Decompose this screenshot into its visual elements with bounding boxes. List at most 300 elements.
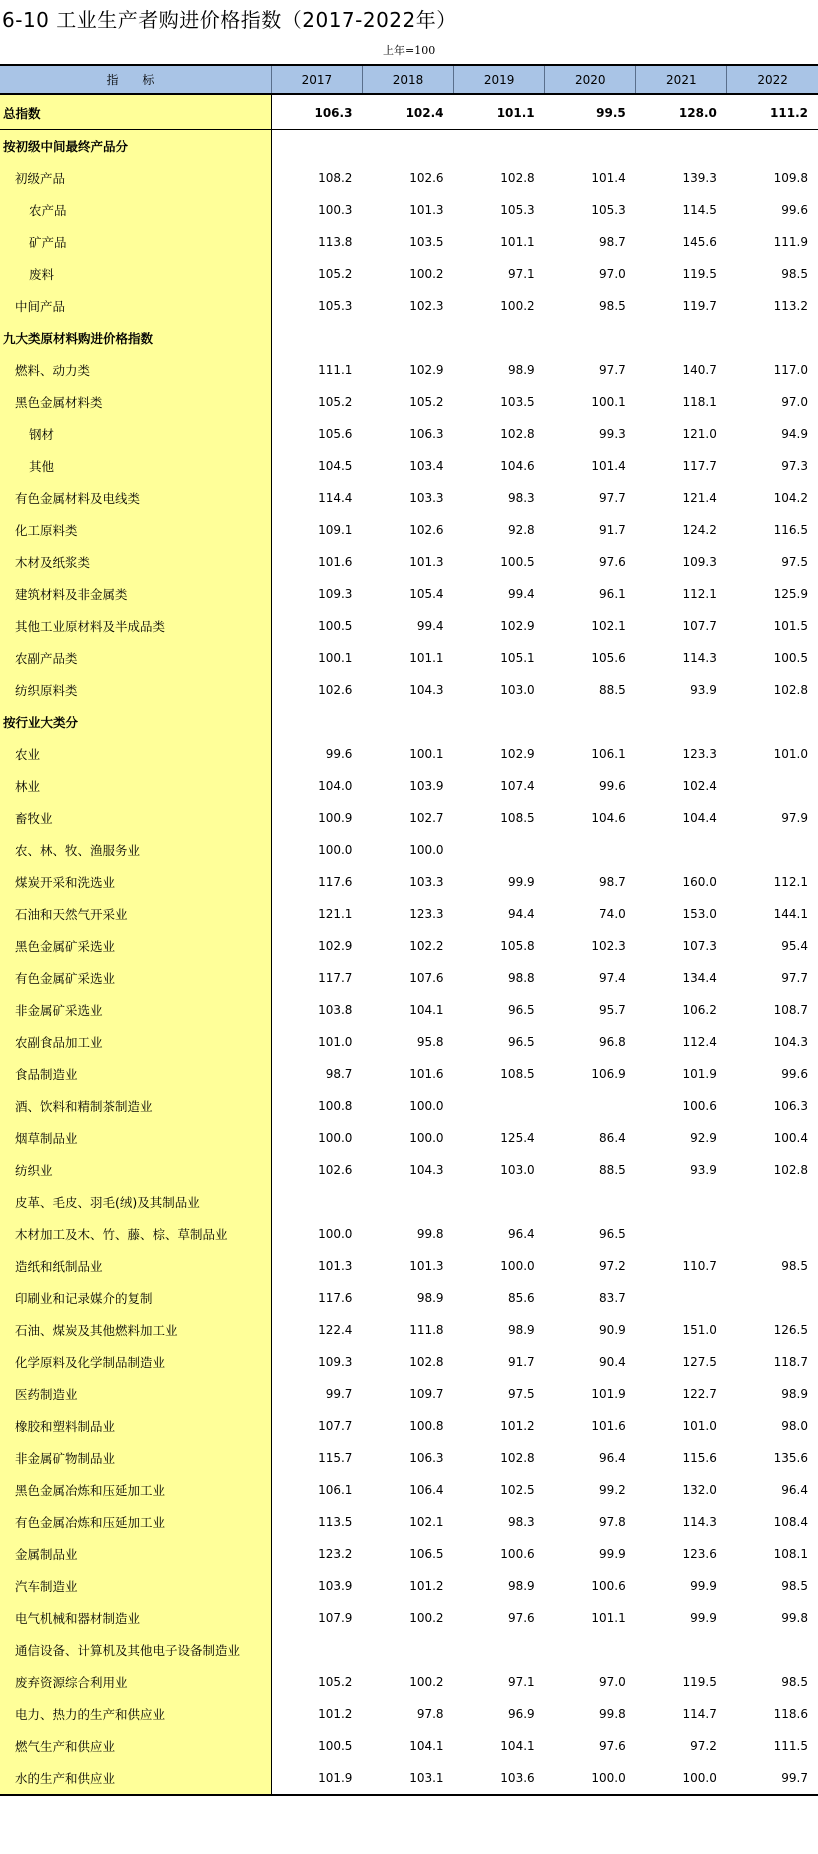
value-cell <box>636 1634 727 1666</box>
row-label: 皮革、毛皮、羽毛(绒)及其制品业 <box>0 1186 271 1218</box>
row-label: 纺织业 <box>0 1154 271 1186</box>
value-cell: 94.9 <box>781 427 808 441</box>
value-cell <box>362 1186 453 1218</box>
table-row <box>0 1634 818 1666</box>
row-label: 橡胶和塑料制品业 <box>0 1410 271 1442</box>
table-row <box>0 1314 818 1346</box>
value-cell: 119.5 <box>682 267 717 281</box>
value-cell <box>727 130 818 163</box>
value-cell <box>362 706 453 738</box>
value-cell: 116.5 <box>773 523 808 537</box>
year-header: 2020 <box>545 65 636 94</box>
value-cell: 98.3 <box>507 1515 535 1529</box>
value-cell: 111.9 <box>773 235 808 249</box>
value-cell: 106.3 <box>773 1099 808 1113</box>
value-cell: 101.6 <box>409 1067 444 1081</box>
value-cell: 93.9 <box>690 683 717 697</box>
row-label: 初级产品 <box>0 162 271 194</box>
value-cell <box>454 1090 545 1122</box>
value-cell: 105.6 <box>318 427 353 441</box>
value-cell: 97.9 <box>781 811 808 825</box>
value-cell: 98.3 <box>507 491 535 505</box>
table-row <box>0 322 818 354</box>
value-cell <box>727 1282 818 1314</box>
row-label: 黑色金属冶炼和压延加工业 <box>0 1474 271 1506</box>
table-row <box>0 1026 818 1058</box>
value-cell: 119.7 <box>682 299 717 313</box>
value-cell: 106.3 <box>409 427 444 441</box>
value-cell: 99.3 <box>599 427 626 441</box>
table-row <box>0 1762 818 1795</box>
value-cell: 107.7 <box>318 1419 353 1433</box>
value-cell: 100.5 <box>318 619 353 633</box>
value-cell: 101.6 <box>318 555 353 569</box>
value-cell: 102.1 <box>409 1515 444 1529</box>
value-cell: 99.2 <box>599 1483 626 1497</box>
value-cell: 104.3 <box>773 1035 808 1049</box>
table-row <box>0 866 818 898</box>
value-cell: 98.5 <box>781 1259 808 1273</box>
row-label: 其他工业原材料及半成品类 <box>0 610 271 642</box>
value-cell: 95.8 <box>416 1035 444 1049</box>
value-cell: 98.9 <box>507 1579 535 1593</box>
row-label: 木材及纸浆类 <box>0 546 271 578</box>
value-cell: 105.2 <box>318 267 353 281</box>
table-row <box>0 610 818 642</box>
value-cell: 99.8 <box>416 1227 444 1241</box>
value-cell: 92.8 <box>507 523 535 537</box>
price-index-table-container <box>0 64 818 1796</box>
value-cell: 140.7 <box>682 363 717 377</box>
value-cell: 102.4 <box>682 779 717 793</box>
value-cell: 132.0 <box>682 1483 717 1497</box>
row-label: 煤炭开采和洗选业 <box>0 866 271 898</box>
table-row <box>0 130 818 163</box>
value-cell: 100.0 <box>409 1099 444 1113</box>
table-row <box>0 1442 818 1474</box>
value-cell: 101.2 <box>409 1579 444 1593</box>
value-cell: 107.9 <box>318 1611 353 1625</box>
value-cell: 100.6 <box>682 1099 717 1113</box>
value-cell: 98.8 <box>507 971 535 985</box>
value-cell: 100.2 <box>409 1675 444 1689</box>
value-cell: 114.7 <box>682 1707 717 1721</box>
value-cell: 127.5 <box>682 1355 717 1369</box>
table-row <box>0 1410 818 1442</box>
value-cell <box>727 770 818 802</box>
value-cell <box>271 322 362 354</box>
value-cell: 105.8 <box>500 939 535 953</box>
value-cell: 97.6 <box>599 1739 626 1753</box>
value-cell <box>727 322 818 354</box>
header-row <box>0 65 818 94</box>
value-cell: 102.2 <box>409 939 444 953</box>
value-cell <box>545 130 636 163</box>
row-label: 林业 <box>0 770 271 802</box>
table-row <box>0 962 818 994</box>
value-cell: 102.7 <box>409 811 444 825</box>
value-cell: 104.2 <box>773 491 808 505</box>
row-label: 按初级中间最终产品分 <box>0 130 271 163</box>
year-header: 2021 <box>636 65 727 94</box>
value-cell: 102.8 <box>500 1451 535 1465</box>
value-cell: 145.6 <box>682 235 717 249</box>
value-cell: 99.9 <box>690 1579 717 1593</box>
value-cell: 100.0 <box>409 843 444 857</box>
value-cell: 99.7 <box>325 1387 353 1401</box>
value-cell: 117.6 <box>318 1291 353 1305</box>
table-row <box>0 1122 818 1154</box>
value-cell: 118.7 <box>773 1355 808 1369</box>
value-cell: 112.4 <box>682 1035 717 1049</box>
value-cell: 96.5 <box>507 1035 535 1049</box>
value-cell <box>636 1186 727 1218</box>
value-cell: 101.9 <box>591 1387 626 1401</box>
value-cell: 102.1 <box>591 619 626 633</box>
value-cell: 99.4 <box>507 587 535 601</box>
value-cell: 100.6 <box>591 1579 626 1593</box>
value-cell <box>454 1186 545 1218</box>
row-label: 水的生产和供应业 <box>0 1762 271 1795</box>
value-cell <box>636 834 727 866</box>
table-row <box>0 1666 818 1698</box>
value-cell: 99.4 <box>416 619 444 633</box>
table-row <box>0 1282 818 1314</box>
value-cell: 101.9 <box>271 1762 362 1795</box>
table-row <box>0 290 818 322</box>
value-cell <box>636 706 727 738</box>
row-label: 金属制品业 <box>0 1538 271 1570</box>
value-cell <box>636 1218 727 1250</box>
value-cell: 98.0 <box>781 1419 808 1433</box>
value-cell: 98.9 <box>781 1387 808 1401</box>
value-cell: 90.4 <box>599 1355 626 1369</box>
value-cell <box>636 1282 727 1314</box>
value-cell: 106.5 <box>409 1547 444 1561</box>
value-cell: 106.3 <box>271 94 362 130</box>
value-cell: 97.3 <box>781 459 808 473</box>
value-cell: 97.0 <box>599 267 626 281</box>
value-cell: 103.9 <box>409 779 444 793</box>
row-label: 通信设备、计算机及其他电子设备制造业 <box>0 1634 271 1666</box>
year-header: 2022 <box>727 65 818 94</box>
row-label: 木材加工及木、竹、藤、棕、草制品业 <box>0 1218 271 1250</box>
value-cell: 102.9 <box>500 619 535 633</box>
value-cell: 100.2 <box>409 267 444 281</box>
value-cell: 135.6 <box>773 1451 808 1465</box>
value-cell <box>545 834 636 866</box>
value-cell: 109.3 <box>682 555 717 569</box>
value-cell: 98.7 <box>325 1067 353 1081</box>
value-cell: 118.6 <box>773 1707 808 1721</box>
value-cell: 96.8 <box>599 1035 626 1049</box>
value-cell: 99.9 <box>690 1611 717 1625</box>
value-cell: 98.5 <box>781 1675 808 1689</box>
value-cell: 97.6 <box>599 555 626 569</box>
value-cell: 86.4 <box>599 1131 626 1145</box>
value-cell: 100.6 <box>500 1547 535 1561</box>
row-label: 九大类原材料购进价格指数 <box>0 322 271 354</box>
value-cell: 92.9 <box>690 1131 717 1145</box>
value-cell: 97.8 <box>599 1515 626 1529</box>
table-row <box>0 1474 818 1506</box>
value-cell: 104.1 <box>409 1003 444 1017</box>
value-cell: 96.1 <box>599 587 626 601</box>
value-cell: 122.4 <box>318 1323 353 1337</box>
row-label: 有色金属冶炼和压延加工业 <box>0 1506 271 1538</box>
value-cell: 99.9 <box>507 875 535 889</box>
row-label: 造纸和纸制品业 <box>0 1250 271 1282</box>
value-cell: 103.9 <box>318 1579 353 1593</box>
value-cell: 85.6 <box>507 1291 535 1305</box>
value-cell <box>271 1186 362 1218</box>
value-cell <box>727 706 818 738</box>
value-cell: 101.5 <box>773 619 808 633</box>
value-cell: 97.6 <box>507 1611 535 1625</box>
table-row <box>0 1602 818 1634</box>
value-cell: 153.0 <box>682 907 717 921</box>
value-cell: 151.0 <box>682 1323 717 1337</box>
table-row <box>0 642 818 674</box>
value-cell: 106.3 <box>409 1451 444 1465</box>
value-cell: 101.4 <box>591 459 626 473</box>
value-cell: 105.3 <box>500 203 535 217</box>
row-label: 汽车制造业 <box>0 1570 271 1602</box>
row-label: 黑色金属矿采选业 <box>0 930 271 962</box>
value-cell: 106.9 <box>591 1067 626 1081</box>
value-cell: 102.9 <box>318 939 353 953</box>
value-cell: 104.5 <box>318 459 353 473</box>
row-label: 畜牧业 <box>0 802 271 834</box>
value-cell: 97.0 <box>781 395 808 409</box>
value-cell <box>545 1186 636 1218</box>
value-cell: 97.1 <box>507 1675 535 1689</box>
value-cell <box>362 1634 453 1666</box>
value-cell: 100.0 <box>318 1131 353 1145</box>
value-cell: 88.5 <box>599 1163 626 1177</box>
value-cell: 111.2 <box>727 94 818 130</box>
value-cell: 101.2 <box>318 1707 353 1721</box>
value-cell: 115.6 <box>682 1451 717 1465</box>
value-cell: 100.4 <box>773 1131 808 1145</box>
table-row <box>0 738 818 770</box>
value-cell <box>454 130 545 163</box>
value-cell: 106.1 <box>318 1483 353 1497</box>
value-cell <box>545 706 636 738</box>
table-row <box>0 802 818 834</box>
value-cell: 97.0 <box>599 1675 626 1689</box>
value-cell: 121.4 <box>682 491 717 505</box>
row-label: 燃气生产和供应业 <box>0 1730 271 1762</box>
value-cell: 99.6 <box>781 203 808 217</box>
value-cell: 95.4 <box>781 939 808 953</box>
table-row <box>0 1570 818 1602</box>
value-cell: 100.0 <box>636 1762 727 1795</box>
value-cell: 103.0 <box>500 683 535 697</box>
value-cell <box>271 1634 362 1666</box>
value-cell <box>362 130 453 163</box>
row-label: 农产品 <box>0 194 271 226</box>
value-cell: 100.2 <box>409 1611 444 1625</box>
table-row <box>0 578 818 610</box>
value-cell: 98.7 <box>599 235 626 249</box>
value-cell: 96.5 <box>599 1227 626 1241</box>
row-label: 其他 <box>0 450 271 482</box>
value-cell: 101.3 <box>409 203 444 217</box>
value-cell: 100.8 <box>409 1419 444 1433</box>
row-label: 钢材 <box>0 418 271 450</box>
value-cell: 97.2 <box>690 1739 717 1753</box>
value-cell: 102.4 <box>362 94 453 130</box>
row-label: 石油、煤炭及其他燃料加工业 <box>0 1314 271 1346</box>
table-row <box>0 226 818 258</box>
value-cell <box>271 130 362 163</box>
value-cell: 105.2 <box>318 1675 353 1689</box>
value-cell <box>362 322 453 354</box>
value-cell: 106.4 <box>409 1483 444 1497</box>
price-index-table <box>0 64 818 1796</box>
value-cell: 107.7 <box>682 619 717 633</box>
row-label: 食品制造业 <box>0 1058 271 1090</box>
value-cell: 117.7 <box>318 971 353 985</box>
value-cell: 108.5 <box>500 811 535 825</box>
value-cell: 105.2 <box>318 395 353 409</box>
row-label: 医药制造业 <box>0 1378 271 1410</box>
value-cell: 118.1 <box>682 395 717 409</box>
value-cell: 102.5 <box>500 1483 535 1497</box>
value-cell: 100.8 <box>318 1099 353 1113</box>
value-cell: 115.7 <box>318 1451 353 1465</box>
value-cell: 100.0 <box>318 1227 353 1241</box>
value-cell: 99.5 <box>545 94 636 130</box>
table-row <box>0 930 818 962</box>
value-cell: 111.5 <box>773 1739 808 1753</box>
value-cell: 99.6 <box>599 779 626 793</box>
value-cell: 99.7 <box>727 1762 818 1795</box>
row-label: 农业 <box>0 738 271 770</box>
value-cell: 123.3 <box>409 907 444 921</box>
value-cell: 114.4 <box>318 491 353 505</box>
value-cell: 101.1 <box>500 235 535 249</box>
value-cell: 93.9 <box>690 1163 717 1177</box>
value-cell <box>545 1090 636 1122</box>
value-cell: 101.6 <box>591 1419 626 1433</box>
row-label: 印刷业和记录媒介的复制 <box>0 1282 271 1314</box>
row-label: 总指数 <box>0 94 271 130</box>
row-label: 非金属矿采选业 <box>0 994 271 1026</box>
value-cell: 101.3 <box>409 555 444 569</box>
value-cell <box>545 322 636 354</box>
value-cell <box>727 1218 818 1250</box>
value-cell <box>454 322 545 354</box>
value-cell: 83.7 <box>599 1291 626 1305</box>
value-cell: 96.4 <box>599 1451 626 1465</box>
table-row <box>0 258 818 290</box>
value-cell <box>545 1634 636 1666</box>
table-row <box>0 418 818 450</box>
value-cell: 98.9 <box>416 1291 444 1305</box>
row-label: 中间产品 <box>0 290 271 322</box>
value-cell: 101.0 <box>682 1419 717 1433</box>
value-cell: 96.4 <box>781 1483 808 1497</box>
value-cell: 91.7 <box>507 1355 535 1369</box>
table-row <box>0 674 818 706</box>
row-label: 化工原料类 <box>0 514 271 546</box>
value-cell: 119.5 <box>682 1675 717 1689</box>
value-cell: 97.7 <box>599 491 626 505</box>
value-cell: 94.4 <box>507 907 535 921</box>
table-row <box>0 514 818 546</box>
table-row <box>0 1218 818 1250</box>
value-cell: 122.7 <box>682 1387 717 1401</box>
value-cell: 109.1 <box>318 523 353 537</box>
table-row <box>0 1698 818 1730</box>
value-cell: 103.8 <box>318 1003 353 1017</box>
value-cell: 97.2 <box>599 1259 626 1273</box>
table-row <box>0 194 818 226</box>
value-cell: 113.2 <box>773 299 808 313</box>
row-label: 酒、饮料和精制茶制造业 <box>0 1090 271 1122</box>
value-cell: 103.6 <box>454 1762 545 1795</box>
table-row <box>0 546 818 578</box>
value-cell: 128.0 <box>636 94 727 130</box>
value-cell: 102.9 <box>500 747 535 761</box>
value-cell <box>454 834 545 866</box>
value-cell: 102.3 <box>409 299 444 313</box>
value-cell: 104.3 <box>409 683 444 697</box>
value-cell: 102.6 <box>318 683 353 697</box>
value-cell: 99.9 <box>599 1547 626 1561</box>
value-cell: 102.8 <box>500 171 535 185</box>
value-cell: 105.2 <box>409 395 444 409</box>
value-cell: 108.4 <box>773 1515 808 1529</box>
table-row <box>0 1346 818 1378</box>
table-row <box>0 1186 818 1218</box>
value-cell: 98.9 <box>507 1323 535 1337</box>
value-cell: 126.5 <box>773 1323 808 1337</box>
value-cell: 102.8 <box>773 683 808 697</box>
value-cell <box>636 322 727 354</box>
table-body <box>0 94 818 1795</box>
value-cell: 97.7 <box>781 971 808 985</box>
value-cell: 104.0 <box>318 779 353 793</box>
value-cell: 111.8 <box>409 1323 444 1337</box>
value-cell: 102.8 <box>773 1163 808 1177</box>
value-cell: 107.3 <box>682 939 717 953</box>
row-label: 化学原料及化学制品制造业 <box>0 1346 271 1378</box>
value-cell: 106.1 <box>591 747 626 761</box>
table-row <box>0 1058 818 1090</box>
value-cell: 97.4 <box>599 971 626 985</box>
value-cell: 101.4 <box>591 171 626 185</box>
value-cell: 134.4 <box>682 971 717 985</box>
value-cell: 103.4 <box>409 459 444 473</box>
value-cell: 99.6 <box>781 1067 808 1081</box>
row-label: 建筑材料及非金属类 <box>0 578 271 610</box>
year-header: 2017 <box>271 65 362 94</box>
value-cell: 123.6 <box>682 1547 717 1561</box>
table-row <box>0 1506 818 1538</box>
value-cell: 102.8 <box>500 427 535 441</box>
value-cell: 100.0 <box>409 1131 444 1145</box>
value-cell: 105.4 <box>409 587 444 601</box>
table-row <box>0 354 818 386</box>
value-cell: 100.1 <box>591 395 626 409</box>
value-cell: 101.1 <box>591 1611 626 1625</box>
value-cell: 109.8 <box>773 171 808 185</box>
value-cell <box>727 1186 818 1218</box>
value-cell: 103.3 <box>409 875 444 889</box>
